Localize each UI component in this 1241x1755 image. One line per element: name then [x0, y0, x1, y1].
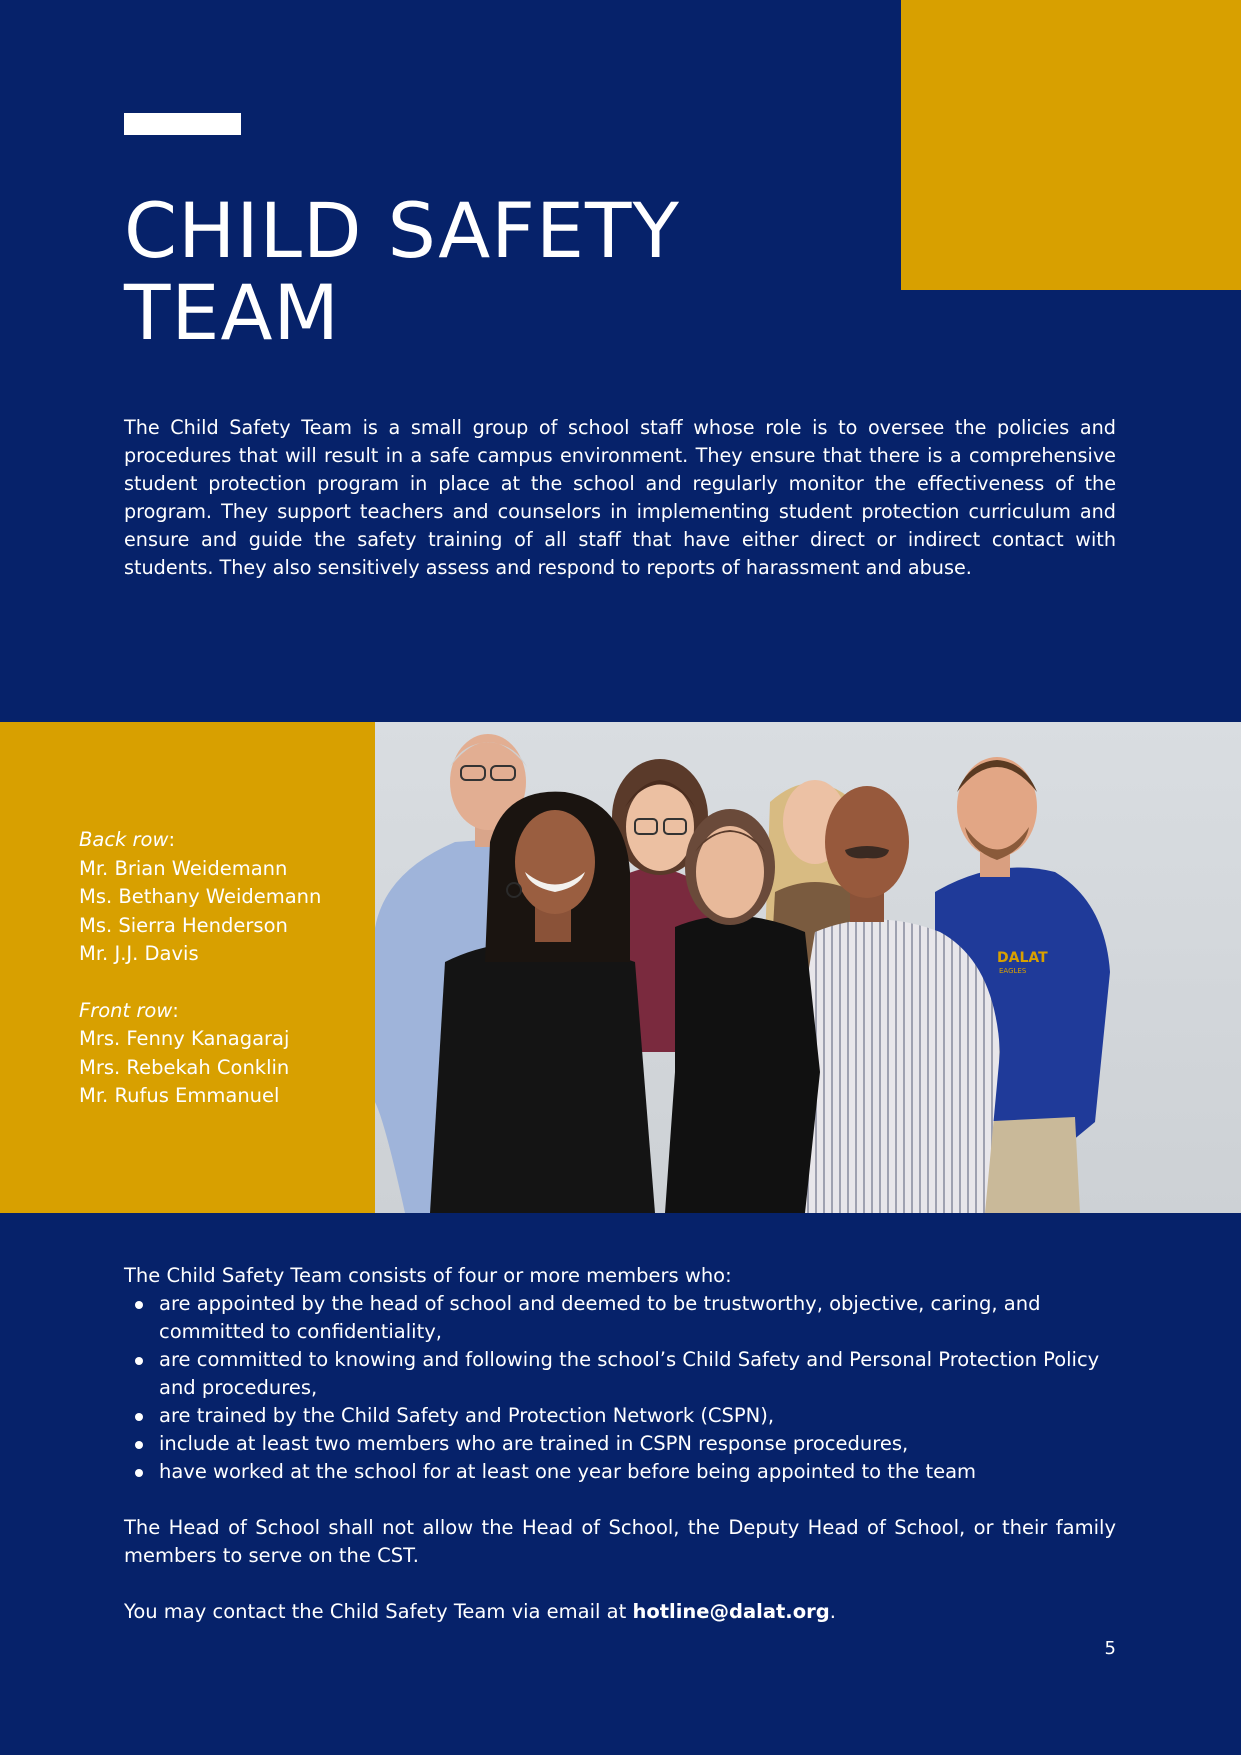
back-row-name: Ms. Bethany Weidemann — [79, 885, 322, 908]
front-row-name: Mrs. Fenny Kanagaraj — [79, 1027, 290, 1050]
shirt-logo-text: DALAT — [997, 950, 1048, 966]
page-number: 5 — [1104, 1638, 1116, 1659]
eligibility-rule: The Head of School shall not allow the Head of School, the Deputy Head of School, or their family members to serve on the CST. — [124, 1516, 1116, 1567]
contact-email-link[interactable]: hotline@dalat.org — [632, 1600, 830, 1623]
team-names: Back row: Mr. Brian Weidemann Ms. Bethany Weidemann Ms. Sierra Henderson Mr. J.J. Davis Front row: Mrs. Fenny Kanagaraj Mrs. Rebekah Conklin Mr. Rufus Emmanuel — [79, 826, 321, 1111]
team-photo-illustration — [375, 722, 1241, 1213]
back-row-label: Back row — [79, 828, 169, 851]
front-row-name: Mrs. Rebekah Conklin — [79, 1055, 290, 1079]
title-accent-bar — [124, 113, 241, 135]
page-title-line-1: CHILD SAFETY — [124, 186, 680, 275]
criteria-item: have worked at the school for at least one year before being appointed to the team — [159, 1458, 1116, 1486]
members-section — [124, 1262, 1116, 1626]
contact-prefix: You may contact the Child Safety Team via email at — [124, 1600, 633, 1623]
team-names-panel — [0, 722, 375, 1213]
criteria-item: include at least two members who are trained in CSPN response procedures, — [159, 1430, 1116, 1458]
criteria-item: are committed to knowing and following the school’s Child Safety and Personal Protection Policy and procedures, — [159, 1346, 1116, 1402]
team-photo-band — [0, 722, 1241, 1213]
front-row-name: Mr. Rufus Emmanuel — [79, 1084, 280, 1107]
front-row-label: Front row — [79, 998, 173, 1022]
intro-paragraph: The Child Safety Team is a small group of school staff whose role is to oversee the policies and procedures that will result in a safe campus environment. They ensure that there is a comprehensive student protection program in place at the school and regularly monitor the effectiveness of the program. They support teachers and counselors in implementing student protection curriculum and ensure and guide the safety training of all staff that have either direct or indirect contact with students. They also sensitively assess and respond to reports of harassment and abuse. — [124, 416, 1116, 579]
contact-line — [124, 1598, 1116, 1626]
criteria-item: are appointed by the head of school and deemed to be trustworthy, objective, caring, and committed to confidentiality, — [159, 1290, 1116, 1346]
back-row-name: Mr. J.J. Davis — [79, 942, 199, 965]
back-row-name: Mr. Brian Weidemann — [79, 856, 288, 880]
members-lead: The Child Safety Team consists of four or more members who: — [124, 1264, 732, 1287]
contact-suffix: . — [829, 1600, 836, 1623]
page-title — [124, 186, 680, 357]
criteria-item: are trained by the Child Safety and Protection Network (CSPN), — [159, 1402, 1116, 1430]
shirt-logo-subtext: EAGLES — [999, 967, 1027, 975]
team-photo — [375, 722, 1241, 1213]
members-criteria-list — [124, 1290, 1116, 1486]
back-row-name: Ms. Sierra Henderson — [79, 913, 288, 937]
gold-corner-block — [901, 0, 1241, 290]
page-title-line-2: TEAM — [124, 268, 341, 357]
